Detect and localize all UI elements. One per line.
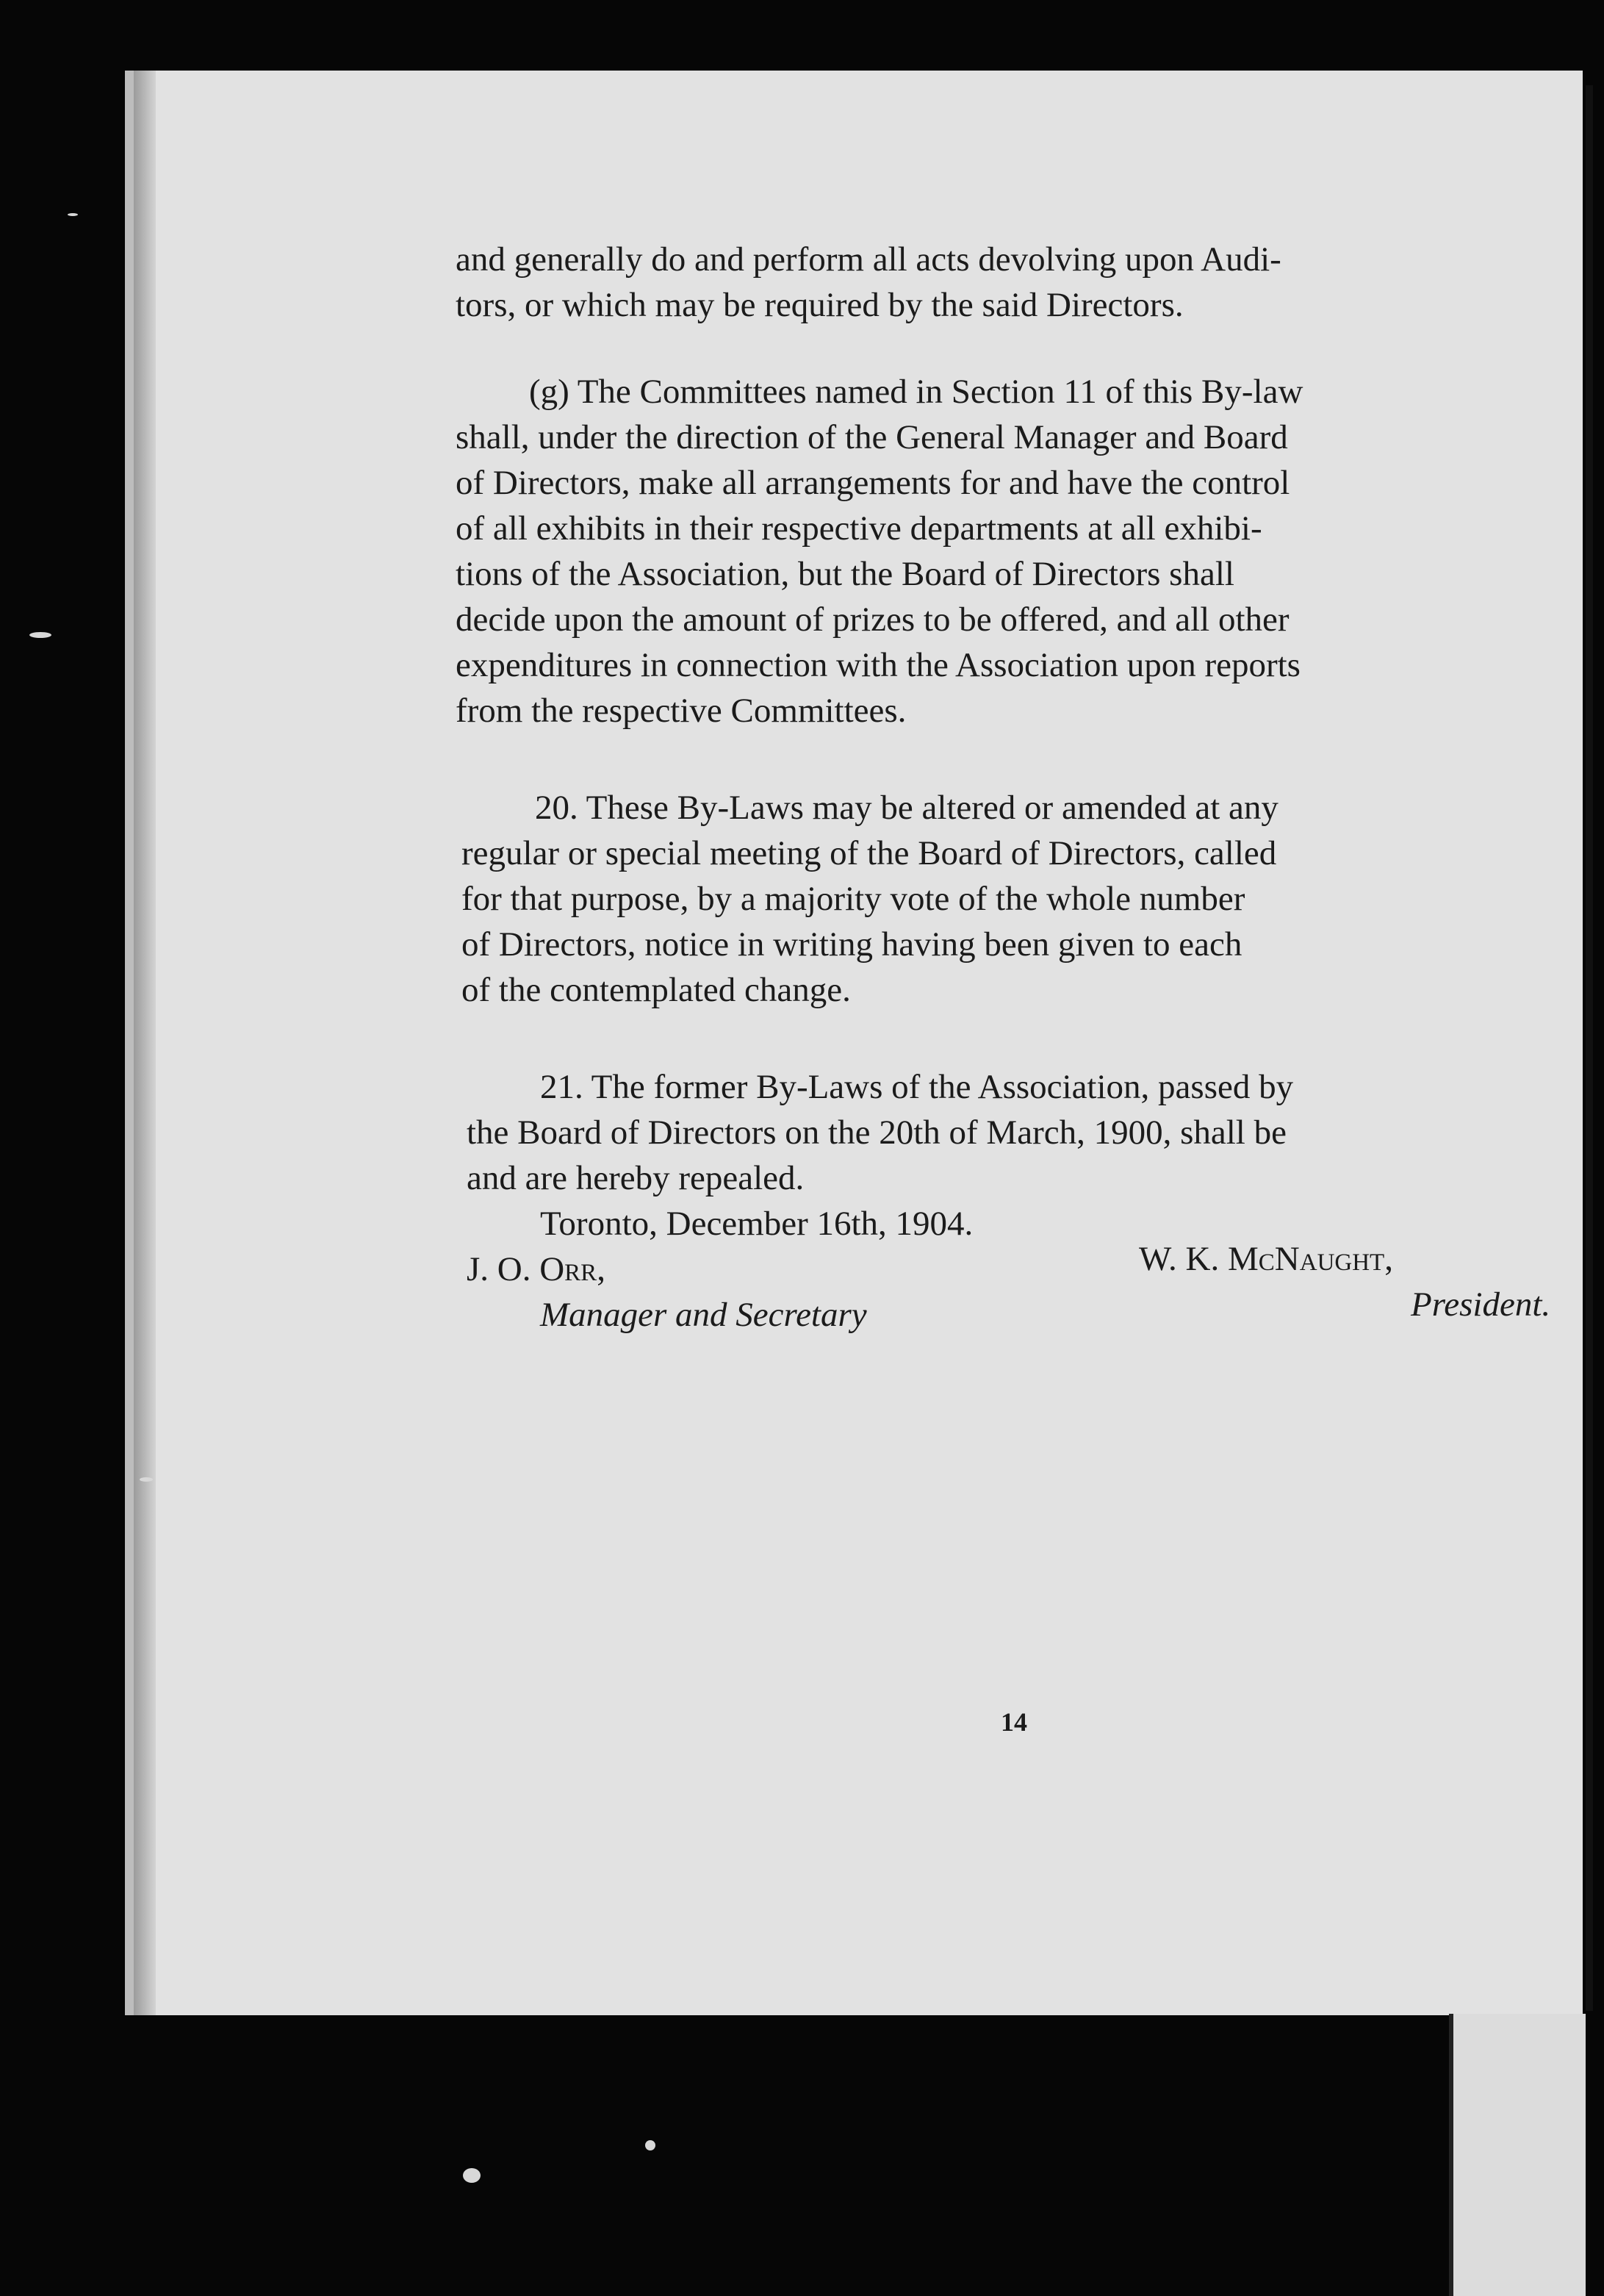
page-right-edge (1586, 85, 1593, 2011)
text-line: from the respective Committees. (456, 692, 907, 730)
text-line: and are hereby repealed. (467, 1159, 805, 1197)
scan-speck (463, 2168, 481, 2183)
scan-speck (645, 2140, 655, 2150)
text-line: of all exhibits in their respective departments at all exhibi- (456, 509, 1262, 548)
text-line: of the contemplated change. (461, 971, 851, 1009)
text-line: tors, or which may be required by the said Directors. (456, 286, 1184, 324)
signature-names-row (467, 1240, 1572, 1292)
text-line: shall, under the direction of the General Manager and Board (456, 418, 1288, 456)
paragraph-21 (467, 1064, 1572, 1338)
scan-speck (29, 632, 51, 638)
paragraph-g (456, 369, 1572, 733)
text-line: decide upon the amount of prizes to be offered, and all other (456, 600, 1290, 639)
paragraph-20 (461, 785, 1572, 1013)
signatory-left-title: Manager and Secretary (540, 1296, 867, 1334)
text-line: of Directors, make all arrangements for and have the control (456, 464, 1290, 502)
scan-speck (140, 1477, 153, 1482)
text-line: regular or special meeting of the Board of Directors, called (461, 834, 1277, 872)
signature-titles-row (467, 1285, 1572, 1338)
signatory-right-name: W. K. McNaught, (1139, 1240, 1393, 1278)
text-line: for that purpose, by a majority vote of the whole number (461, 880, 1245, 918)
text-line: expenditures in connection with the Association upon reports (456, 646, 1301, 684)
body-text (331, 237, 1572, 1338)
text-line: of Directors, notice in writing having been given to each (461, 925, 1242, 964)
dateline: Toronto, December 16th, 1904. (540, 1205, 974, 1243)
scan-speck (68, 213, 78, 216)
page-binding-edge (134, 71, 156, 2015)
text-line: (g) The Committees named in Section 11 of this By-law (529, 373, 1303, 411)
page-number: 14 (1001, 1707, 1027, 1737)
text-line: tions of the Association, but the Board of Directors shall (456, 555, 1234, 593)
signatory-left-name: J. O. Orr, (467, 1250, 605, 1288)
paragraph-f-continued (456, 237, 1572, 328)
underlying-page-strip (1449, 2014, 1586, 2296)
text-line: 20. These By-Laws may be altered or amended at any (535, 789, 1278, 827)
text-line: 21. The former By-Laws of the Association, passed by (540, 1068, 1294, 1106)
signatory-right-title: President. (1411, 1285, 1551, 1324)
text-line: the Board of Directors on the 20th of March, 1900, shall be (467, 1113, 1287, 1152)
text-line: and generally do and perform all acts devolving upon Audi- (456, 240, 1281, 279)
